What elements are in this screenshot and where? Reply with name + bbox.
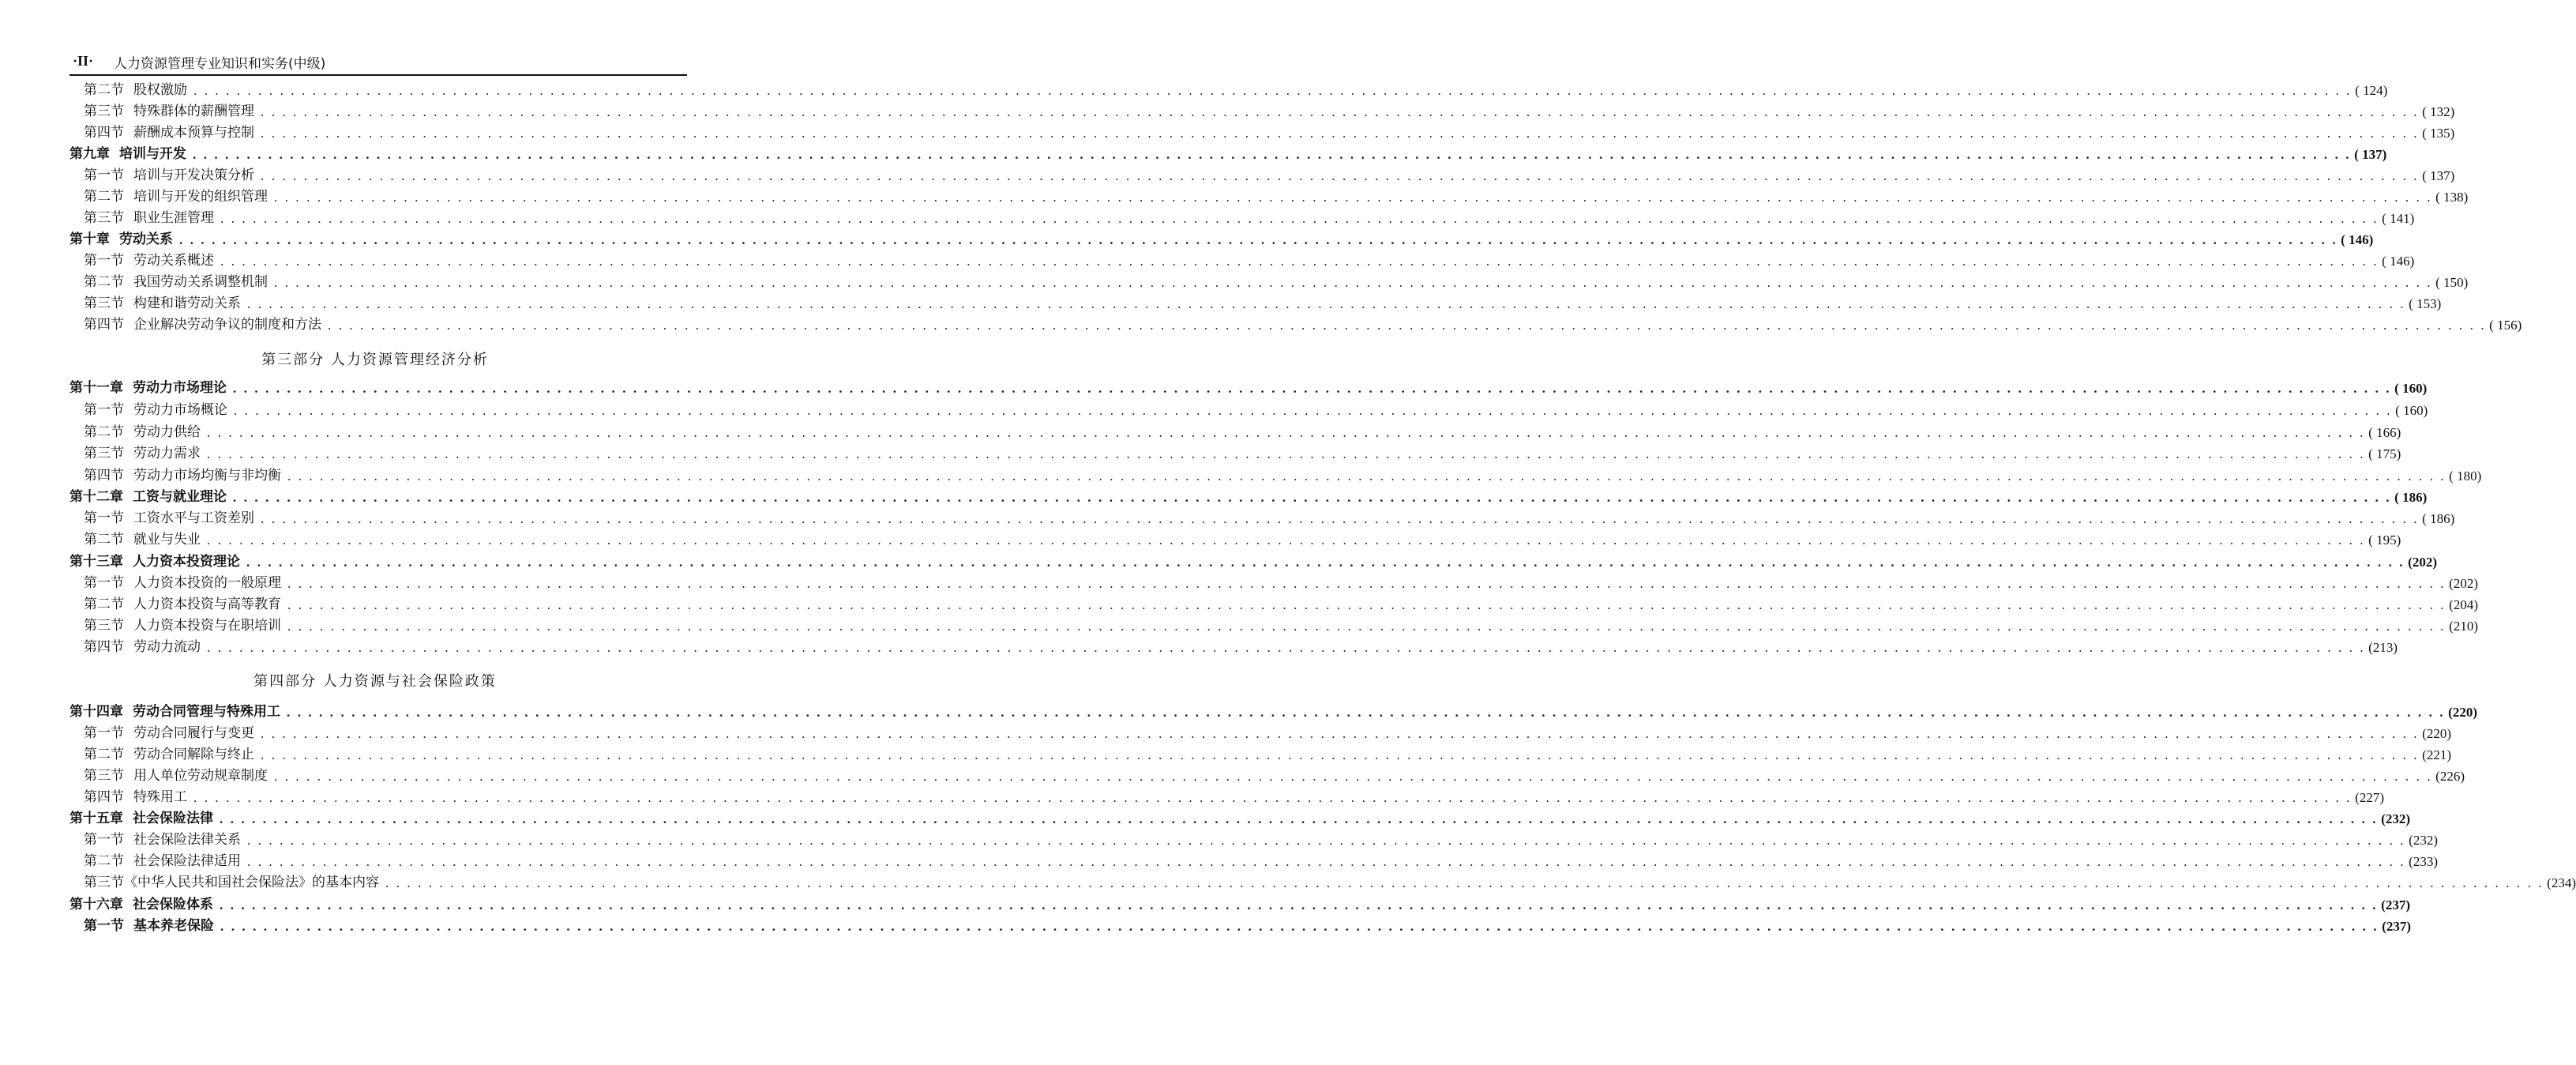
entry-title: 用人单位劳动规章制度 xyxy=(133,768,268,784)
entry-number: 第一节 xyxy=(84,253,124,269)
entry-number: 第四节 xyxy=(84,125,124,141)
toc-section-entry[interactable] xyxy=(69,594,2478,615)
toc-section-entry[interactable] xyxy=(69,122,2455,144)
entry-title: 基本养老保险 xyxy=(133,918,214,934)
entry-number: 第一节 xyxy=(84,167,124,183)
entry-label xyxy=(69,808,213,830)
entry-title: 特殊群体的薪酬管理 xyxy=(133,103,254,119)
entry-label xyxy=(69,551,240,573)
entry-number: 第十六章 xyxy=(69,897,123,913)
entry-label xyxy=(69,894,213,916)
entry-title: 劳动力市场均衡与非均衡 xyxy=(133,468,281,484)
entry-title: 人力资本投资的一般原理 xyxy=(133,575,281,591)
dot-leader: . . . . . . . . . . . . . . . . . . . . . . . . . . . . . . . . . . . . . . . . . . . . . . . . . . . . . . . . . . . . . . . . . . . . . . . . . . . . . . . . . . . . . . . . . . . . . . . . . . . . . . . . . . . . . . . . . . . . . . . . . . . . . . . . . . . . . . . . . . . . . . . . . . . . . . . . . . . . . . . . . . . . . . . . . . . . . . . . . . . . . . . . . . . . . . . . . . . . . . . . xyxy=(246,555,2405,570)
entry-label xyxy=(84,830,241,851)
dot-leader: . . . . . . . . . . . . . . . . . . . . . . . . . . . . . . . . . . . . . . . . . . . . . . . . . . . . . . . . . . . . . . . . . . . . . . . . . . . . . . . . . . . . . . . . . . . . . . . . . . . . . . . . . . . . . . . . . . . . . . . . . . . . . . . . . . . . . . . . . . . . . . . . . . . . . . . . . . . . . . . . . . . . . . . . . . . . . . . . . . . . . . . . . . . . . . . . . . . . . . . . xyxy=(287,469,2446,484)
entry-label xyxy=(84,529,201,551)
entry-label xyxy=(84,186,268,208)
toc-chapter-entry[interactable] xyxy=(69,487,2428,508)
entry-page-number: ( 146) xyxy=(2382,254,2415,269)
dot-leader: . . . . . . . . . . . . . . . . . . . . . . . . . . . . . . . . . . . . . . . . . . . . . . . . . . . . . . . . . . . . . . . . . . . . . . . . . . . . . . . . . . . . . . . . . . . . . . . . . . . . . . . . . . . . . . . . . . . . . . . . . . . . . . . . . . . . . . . . . . . . . . . . . . . . . . . . . . . . . . . . . . . . . . . . . . . . . . . . . . . . . . . . . . . . . . . . . . . . . . . . xyxy=(247,296,2406,311)
dot-leader: . . . . . . . . . . . . . . . . . . . . . . . . . . . . . . . . . . . . . . . . . . . . . . . . . . . . . . . . . . . . . . . . . . . . . . . . . . . . . . . . . . . . . . . . . . . . . . . . . . . . . . . . . . . . . . . . . . . . . . . . . . . . . . . . . . . . . . . . . . . . . . . . . . . . . . . . . . . . . . . . . . . . . . . . . . . . . . . . . . . . . . . . . . . . . . . . . . . . . . . . xyxy=(287,597,2446,612)
part-heading: 第四部分 人力资源与社会保险政策 xyxy=(253,673,497,690)
toc-section-entry[interactable] xyxy=(69,272,2469,293)
toc-chapter-entry[interactable] xyxy=(69,144,2387,165)
entry-number: 第二节 xyxy=(84,189,124,205)
toc-section-entry[interactable] xyxy=(69,573,2478,594)
entry-page-number: ( 146) xyxy=(2341,232,2374,247)
entry-label xyxy=(84,293,241,314)
dot-leader: . . . . . . . . . . . . . . . . . . . . . . . . . . . . . . . . . . . . . . . . . . . . . . . . . . . . . . . . . . . . . . . . . . . . . . . . . . . . . . . . . . . . . . . . . . . . . . . . . . . . . . . . . . . . . . . . . . . . . . . . . . . . . . . . . . . . . . . . . . . . . . . . . . . . . . . . . . . . . . . . . . . . . . . . . . . . . . . . . . . . . . . . . . . . . . . . . . . . . . . . xyxy=(234,403,2393,418)
entry-label xyxy=(84,272,268,293)
entry-label xyxy=(84,422,201,443)
entry-title: 劳动力流动 xyxy=(133,639,201,655)
dot-leader: . . . . . . . . . . . . . . . . . . . . . . . . . . . . . . . . . . . . . . . . . . . . . . . . . . . . . . . . . . . . . . . . . . . . . . . . . . . . . . . . . . . . . . . . . . . . . . . . . . . . . . . . . . . . . . . . . . . . . . . . . . . . . . . . . . . . . . . . . . . . . . . . . . . . . . . . . . . . . . . . . . . . . . . . . . . . . . . . . . . . . . . . . . . . . . . . . . . . . . . . xyxy=(233,381,2392,396)
entry-page-number: (232) xyxy=(2381,811,2410,826)
entry-label xyxy=(84,80,187,101)
entry-page-number: ( 175) xyxy=(2368,446,2401,461)
entry-number: 第三节 xyxy=(84,295,124,311)
toc-chapter-entry[interactable] xyxy=(69,702,2477,723)
entry-title: 劳动关系 xyxy=(119,231,173,247)
entry-page-number: ( 137) xyxy=(2354,147,2387,162)
entry-number: 第一节 xyxy=(84,832,124,848)
entry-label xyxy=(84,314,321,336)
toc-section-entry[interactable] xyxy=(69,851,2438,872)
dot-leader: . . . . . . . . . . . . . . . . . . . . . . . . . . . . . . . . . . . . . . . . . . . . . . . . . . . . . . . . . . . . . . . . . . . . . . . . . . . . . . . . . . . . . . . . . . . . . . . . . . . . . . . . . . . . . . . . . . . . . . . . . . . . . . . . . . . . . . . . . . . . . . . . . . . . . . . . . . . . . . . . . . . . . . . . . . . . . . . . . . . . . . . . . . . . . . . . . . . . . . . . xyxy=(261,126,2420,141)
dot-leader: . . . . . . . . . . . . . . . . . . . . . . . . . . . . . . . . . . . . . . . . . . . . . . . . . . . . . . . . . . . . . . . . . . . . . . . . . . . . . . . . . . . . . . . . . . . . . . . . . . . . . . . . . . . . . . . . . . . . . . . . . . . . . . . . . . . . . . . . . . . . . . . . . . . . . . . . . . . . . . . . . . . . . . . . . . . . . . . . . . . . . . . . . . . . . . . . . . . . . . . . xyxy=(247,833,2406,848)
toc-section-entry[interactable] xyxy=(69,250,2415,272)
entry-number: 第一节 xyxy=(84,510,124,526)
entry-page-number: (202) xyxy=(2408,555,2437,570)
toc-section-entry[interactable] xyxy=(69,80,2388,101)
entry-title: 《中华人民共和国社会保险法》的基本内容 xyxy=(124,875,379,890)
entry-number: 第十三章 xyxy=(69,554,123,570)
dot-leader: . . . . . . . . . . . . . . . . . . . . . . . . . . . . . . . . . . . . . . . . . . . . . . . . . . . . . . . . . . . . . . . . . . . . . . . . . . . . . . . . . . . . . . . . . . . . . . . . . . . . . . . . . . . . . . . . . . . . . . . . . . . . . . . . . . . . . . . . . . . . . . . . . . . . . . . . . . . . . . . . . . . . . . . . . . . . . . . . . . . . . . . . . . . . . . . . . . . . . . . . xyxy=(274,275,2433,290)
entry-page-number: ( 137) xyxy=(2422,168,2455,183)
toc-section-entry[interactable] xyxy=(69,443,2401,465)
dot-leader: . . . . . . . . . . . . . . . . . . . . . . . . . . . . . . . . . . . . . . . . . . . . . . . . . . . . . . . . . . . . . . . . . . . . . . . . . . . . . . . . . . . . . . . . . . . . . . . . . . . . . . . . . . . . . . . . . . . . . . . . . . . . . . . . . . . . . . . . . . . . . . . . . . . . . . . . . . . . . . . . . . . . . . . . . . . . . . . . . . . . . . . . . . . . . . . . . . . . . . . . xyxy=(233,490,2392,505)
entry-number: 第三节 xyxy=(84,618,124,634)
entry-label xyxy=(69,487,227,508)
entry-title: 劳动力供给 xyxy=(133,424,201,440)
entry-page-number: ( 153) xyxy=(2409,296,2442,311)
entry-title: 社会保险法律关系 xyxy=(133,832,241,848)
entry-page-number: ( 186) xyxy=(2422,511,2455,526)
entry-page-number: (220) xyxy=(2422,726,2451,741)
entry-title: 社会保险体系 xyxy=(133,897,213,913)
entry-number: 第二节 xyxy=(84,853,124,869)
entry-number: 第二节 xyxy=(84,274,124,290)
entry-title: 股权激励 xyxy=(133,82,187,98)
entry-label xyxy=(84,443,201,465)
entry-label xyxy=(84,916,214,937)
dot-leader: . . . . . . . . . . . . . . . . . . . . . . . . . . . . . . . . . . . . . . . . . . . . . . . . . . . . . . . . . . . . . . . . . . . . . . . . . . . . . . . . . . . . . . . . . . . . . . . . . . . . . . . . . . . . . . . . . . . . . . . . . . . . . . . . . . . . . . . . . . . . . . . . . . . . . . . . . . . . . . . . . . . . . . . . . . . . . . . . . . . . . . . . . . . . . . . . . . . . . . . . xyxy=(261,747,2420,762)
toc-section-entry[interactable] xyxy=(69,916,2411,937)
entry-title: 特殊用工 xyxy=(133,789,187,805)
dot-leader: . . . . . . . . . . . . . . . . . . . . . . . . . . . . . . . . . . . . . . . . . . . . . . . . . . . . . . . . . . . . . . . . . . . . . . . . . . . . . . . . . . . . . . . . . . . . . . . . . . . . . . . . . . . . . . . . . . . . . . . . . . . . . . . . . . . . . . . . . . . . . . . . . . . . . . . . . . . . . . . . . . . . . . . . . . . . . . . . . . . . . . . . . . . . . . . . . . . . . . . . xyxy=(207,425,2366,440)
entry-title: 人力资本投资与在职培训 xyxy=(133,618,281,634)
dot-leader: . . . . . . . . . . . . . . . . . . . . . . . . . . . . . . . . . . . . . . . . . . . . . . . . . . . . . . . . . . . . . . . . . . . . . . . . . . . . . . . . . . . . . . . . . . . . . . . . . . . . . . . . . . . . . . . . . . . . . . . . . . . . . . . . . . . . . . . . . . . . . . . . . . . . . . . . . . . . . . . . . . . . . . . . . . . . . . . . . . . . . . . . . . . . . . . . . . . . . . . . xyxy=(261,511,2420,526)
entry-page-number: ( 132) xyxy=(2422,104,2455,119)
dot-leader: . . . . . . . . . . . . . . . . . . . . . . . . . . . . . . . . . . . . . . . . . . . . . . . . . . . . . . . . . . . . . . . . . . . . . . . . . . . . . . . . . . . . . . . . . . . . . . . . . . . . . . . . . . . . . . . . . . . . . . . . . . . . . . . . . . . . . . . . . . . . . . . . . . . . . . . . . . . . . . . . . . . . . . . . . . . . . . . . . . . . . . . . . . . . . . . . . . . . . . . . xyxy=(220,898,2379,913)
entry-label xyxy=(69,702,280,723)
toc-section-entry[interactable] xyxy=(69,766,2465,787)
toc-chapter-entry[interactable] xyxy=(69,378,2428,399)
entry-title: 企业解决劳动争议的制度和方法 xyxy=(133,317,321,333)
entry-title: 劳动力市场概论 xyxy=(133,402,227,418)
entry-page-number: ( 141) xyxy=(2382,211,2415,226)
entry-page-number: ( 160) xyxy=(2394,381,2428,396)
toc-section-entry[interactable] xyxy=(69,508,2455,529)
toc-section-entry[interactable] xyxy=(69,465,2482,487)
toc-section-entry[interactable] xyxy=(69,400,2428,421)
toc-section-entry[interactable] xyxy=(69,422,2401,443)
entry-title: 培训与开发的组织管理 xyxy=(133,189,268,205)
dot-leader: . . . . . . . . . . . . . . . . . . . . . . . . . . . . . . . . . . . . . . . . . . . . . . . . . . . . . . . . . . . . . . . . . . . . . . . . . . . . . . . . . . . . . . . . . . . . . . . . . . . . . . . . . . . . . . . . . . . . . . . . . . . . . . . . . . . . . . . . . . . . . . . . . . . . . . . . . . . . . . . . . . . . . . . . . . . . . . . . . . . . . . . . . . . . . . . . . . . . . . . . xyxy=(220,919,2379,934)
part-heading: 第三部分 人力资源管理经济分析 xyxy=(261,352,489,368)
dot-leader: . . . . . . . . . . . . . . . . . . . . . . . . . . . . . . . . . . . . . . . . . . . . . . . . . . . . . . . . . . . . . . . . . . . . . . . . . . . . . . . . . . . . . . . . . . . . . . . . . . . . . . . . . . . . . . . . . . . . . . . . . . . . . . . . . . . . . . . . . . . . . . . . . . . . . . . . . . . . . . . . . . . . . . . . . . . . . . . . . . . . . . . . . . . . . . . . . . . . . . . . xyxy=(287,576,2446,591)
entry-label xyxy=(69,378,227,399)
entry-title: 培训与开发 xyxy=(119,146,186,162)
entry-title: 培训与开发决策分析 xyxy=(133,167,254,183)
toc-section-entry[interactable] xyxy=(69,830,2438,851)
entry-page-number: (204) xyxy=(2449,597,2478,612)
page-number-roman: ·II· xyxy=(73,53,94,69)
entry-number: 第三节 xyxy=(84,875,124,890)
entry-title: 劳动合同履行与变更 xyxy=(133,725,254,741)
entry-title: 构建和谐劳动关系 xyxy=(133,295,241,311)
entry-label xyxy=(84,101,254,122)
entry-title: 劳动合同解除与终止 xyxy=(133,747,254,762)
entry-title: 就业与失业 xyxy=(133,532,201,548)
dot-leader: . . . . . . . . . . . . . . . . . . . . . . . . . . . . . . . . . . . . . . . . . . . . . . . . . . . . . . . . . . . . . . . . . . . . . . . . . . . . . . . . . . . . . . . . . . . . . . . . . . . . . . . . . . . . . . . . . . . . . . . . . . . . . . . . . . . . . . . . . . . . . . . . . . . . . . . . . . . . . . . . . . . . . . . . . . . . . . . . . . . . . . . . . . . . . . . . . . . . . . . . xyxy=(207,532,2366,548)
entry-page-number: (220) xyxy=(2448,705,2477,720)
entry-page-number: ( 186) xyxy=(2394,490,2428,505)
entry-number: 第二节 xyxy=(84,596,124,612)
entry-number: 第二节 xyxy=(84,532,124,548)
entry-label xyxy=(84,465,281,487)
entry-page-number: ( 195) xyxy=(2368,532,2401,548)
entry-page-number: ( 156) xyxy=(2489,318,2522,333)
entry-title: 职业生涯管理 xyxy=(133,210,214,226)
entry-page-number: ( 138) xyxy=(2435,190,2469,205)
dot-leader: . . . . . . . . . . . . . . . . . . . . . . . . . . . . . . . . . . . . . . . . . . . . . . . . . . . . . . . . . . . . . . . . . . . . . . . . . . . . . . . . . . . . . . . . . . . . . . . . . . . . . . . . . . . . . . . . . . . . . . . . . . . . . . . . . . . . . . . . . . . . . . . . . . . . . . . . . . . . . . . . . . . . . . . . . . . . . . . . . . . . . . . . . . . . . . . . . . . . . . . . xyxy=(274,190,2433,205)
entry-number: 第四节 xyxy=(84,639,124,655)
toc-section-entry[interactable] xyxy=(69,637,2398,658)
dot-leader: . . . . . . . . . . . . . . . . . . . . . . . . . . . . . . . . . . . . . . . . . . . . . . . . . . . . . . . . . . . . . . . . . . . . . . . . . . . . . . . . . . . . . . . . . . . . . . . . . . . . . . . . . . . . . . . . . . . . . . . . . . . . . . . . . . . . . . . . . . . . . . . . . . . . . . . . . . . . . . . . . . . . . . . . . . . . . . . . . . . . . . . . . . . . . . . . . . . . . . . . xyxy=(193,83,2353,98)
entry-page-number: (237) xyxy=(2382,919,2411,934)
entry-number: 第四节 xyxy=(84,468,124,484)
entry-label xyxy=(84,508,254,529)
entry-number: 第三节 xyxy=(84,446,124,461)
dot-leader: . . . . . . . . . . . . . . . . . . . . . . . . . . . . . . . . . . . . . . . . . . . . . . . . . . . . . . . . . . . . . . . . . . . . . . . . . . . . . . . . . . . . . . . . . . . . . . . . . . . . . . . . . . . . . . . . . . . . . . . . . . . . . . . . . . . . . . . . . . . . . . . . . . . . . . . . . . . . . . . . . . . . . . . . . . . . . . . . . . . . . . . . . . . . . . . . . . . . . . . . xyxy=(287,705,2446,720)
entry-label xyxy=(84,165,254,186)
dot-leader: . . . . . . . . . . . . . . . . . . . . . . . . . . . . . . . . . . . . . . . . . . . . . . . . . . . . . . . . . . . . . . . . . . . . . . . . . . . . . . . . . . . . . . . . . . . . . . . . . . . . . . . . . . . . . . . . . . . . . . . . . . . . . . . . . . . . . . . . . . . . . . . . . . . . . . . . . . . . . . . . . . . . . . . . . . . . . . . . . . . . . . . . . . . . . . . . . . . . . . . . xyxy=(385,875,2544,890)
dot-leader: . . . . . . . . . . . . . . . . . . . . . . . . . . . . . . . . . . . . . . . . . . . . . . . . . . . . . . . . . . . . . . . . . . . . . . . . . . . . . . . . . . . . . . . . . . . . . . . . . . . . . . . . . . . . . . . . . . . . . . . . . . . . . . . . . . . . . . . . . . . . . . . . . . . . . . . . . . . . . . . . . . . . . . . . . . . . . . . . . . . . . . . . . . . . . . . . . . . . . . . . xyxy=(193,790,2353,805)
entry-number: 第一节 xyxy=(84,725,124,741)
entry-page-number: ( 124) xyxy=(2355,83,2388,98)
toc-chapter-entry[interactable] xyxy=(69,894,2410,916)
dot-leader: . . . . . . . . . . . . . . . . . . . . . . . . . . . . . . . . . . . . . . . . . . . . . . . . . . . . . . . . . . . . . . . . . . . . . . . . . . . . . . . . . . . . . . . . . . . . . . . . . . . . . . . . . . . . . . . . . . . . . . . . . . . . . . . . . . . . . . . . . . . . . . . . . . . . . . . . . . . . . . . . . . . . . . . . . . . . . . . . . . . . . . . . . . . . . . . . . . . . . . . . xyxy=(179,232,2338,247)
entry-number: 第一节 xyxy=(84,918,124,934)
entry-page-number: (227) xyxy=(2355,790,2384,805)
toc-section-entry[interactable] xyxy=(69,529,2401,551)
entry-number: 第三节 xyxy=(84,103,124,119)
entry-label xyxy=(84,250,214,272)
entry-label xyxy=(84,637,201,658)
entry-title: 薪酬成本预算与控制 xyxy=(133,125,254,141)
entry-page-number: (226) xyxy=(2435,769,2465,784)
entry-title: 工资水平与工资差别 xyxy=(133,510,254,526)
entry-page-number: (233) xyxy=(2409,854,2438,869)
page-header xyxy=(69,49,687,76)
entry-page-number: ( 160) xyxy=(2395,403,2428,418)
entry-page-number: (210) xyxy=(2449,619,2478,634)
entry-label xyxy=(69,229,173,250)
entry-label xyxy=(84,594,281,615)
dot-leader: . . . . . . . . . . . . . . . . . . . . . . . . . . . . . . . . . . . . . . . . . . . . . . . . . . . . . . . . . . . . . . . . . . . . . . . . . . . . . . . . . . . . . . . . . . . . . . . . . . . . . . . . . . . . . . . . . . . . . . . . . . . . . . . . . . . . . . . . . . . . . . . . . . . . . . . . . . . . . . . . . . . . . . . . . . . . . . . . . . . . . . . . . . . . . . . . . . . . . . . . xyxy=(207,640,2366,655)
entry-label xyxy=(84,615,281,637)
dot-leader: . . . . . . . . . . . . . . . . . . . . . . . . . . . . . . . . . . . . . . . . . . . . . . . . . . . . . . . . . . . . . . . . . . . . . . . . . . . . . . . . . . . . . . . . . . . . . . . . . . . . . . . . . . . . . . . . . . . . . . . . . . . . . . . . . . . . . . . . . . . . . . . . . . . . . . . . . . . . . . . . . . . . . . . . . . . . . . . . . . . . . . . . . . . . . . . . . . . . . . . . xyxy=(220,811,2379,826)
book-title: 人力资源管理专业知识和实务(中级) xyxy=(114,56,326,72)
entry-title: 劳动关系概述 xyxy=(133,253,214,269)
entry-number: 第二节 xyxy=(84,424,124,440)
dot-leader: . . . . . . . . . . . . . . . . . . . . . . . . . . . . . . . . . . . . . . . . . . . . . . . . . . . . . . . . . . . . . . . . . . . . . . . . . . . . . . . . . . . . . . . . . . . . . . . . . . . . . . . . . . . . . . . . . . . . . . . . . . . . . . . . . . . . . . . . . . . . . . . . . . . . . . . . . . . . . . . . . . . . . . . . . . . . . . . . . . . . . . . . . . . . . . . . . . . . . . . . xyxy=(220,211,2379,226)
dot-leader: . . . . . . . . . . . . . . . . . . . . . . . . . . . . . . . . . . . . . . . . . . . . . . . . . . . . . . . . . . . . . . . . . . . . . . . . . . . . . . . . . . . . . . . . . . . . . . . . . . . . . . . . . . . . . . . . . . . . . . . . . . . . . . . . . . . . . . . . . . . . . . . . . . . . . . . . . . . . . . . . . . . . . . . . . . . . . . . . . . . . . . . . . . . . . . . . . . . . . . . . xyxy=(261,726,2420,741)
toc-chapter-entry[interactable] xyxy=(69,551,2437,573)
toc-section-entry[interactable] xyxy=(69,101,2455,122)
entry-number: 第一节 xyxy=(84,575,124,591)
dot-leader: . . . . . . . . . . . . . . . . . . . . . . . . . . . . . . . . . . . . . . . . . . . . . . . . . . . . . . . . . . . . . . . . . . . . . . . . . . . . . . . . . . . . . . . . . . . . . . . . . . . . . . . . . . . . . . . . . . . . . . . . . . . . . . . . . . . . . . . . . . . . . . . . . . . . . . . . . . . . . . . . . . . . . . . . . . . . . . . . . . . . . . . . . . . . . . . . . . . . . . . . xyxy=(287,619,2446,634)
entry-title: 工资与就业理论 xyxy=(133,489,227,505)
entry-label xyxy=(84,766,268,787)
toc-section-entry[interactable] xyxy=(69,872,2576,894)
dot-leader: . . . . . . . . . . . . . . . . . . . . . . . . . . . . . . . . . . . . . . . . . . . . . . . . . . . . . . . . . . . . . . . . . . . . . . . . . . . . . . . . . . . . . . . . . . . . . . . . . . . . . . . . . . . . . . . . . . . . . . . . . . . . . . . . . . . . . . . . . . . . . . . . . . . . . . . . . . . . . . . . . . . . . . . . . . . . . . . . . . . . . . . . . . . . . . . . . . . . . . . . xyxy=(247,854,2406,869)
entry-number: 第十一章 xyxy=(69,380,123,396)
toc-section-entry[interactable] xyxy=(69,723,2451,744)
entry-number: 第三节 xyxy=(84,768,124,784)
entry-title: 劳动合同管理与特殊用工 xyxy=(133,704,280,720)
dot-leader: . . . . . . . . . . . . . . . . . . . . . . . . . . . . . . . . . . . . . . . . . . . . . . . . . . . . . . . . . . . . . . . . . . . . . . . . . . . . . . . . . . . . . . . . . . . . . . . . . . . . . . . . . . . . . . . . . . . . . . . . . . . . . . . . . . . . . . . . . . . . . . . . . . . . . . . . . . . . . . . . . . . . . . . . . . . . . . . . . . . . . . . . . . . . . . . . . . . . . . . . xyxy=(261,104,2420,119)
entry-number: 第二节 xyxy=(84,82,124,98)
entry-page-number: (202) xyxy=(2449,576,2478,591)
entry-label xyxy=(84,787,187,808)
entry-title: 人力资本投资与高等教育 xyxy=(133,596,281,612)
entry-label xyxy=(84,744,254,766)
entry-label xyxy=(84,208,214,229)
entry-title: 我国劳动关系调整机制 xyxy=(133,274,268,290)
entry-number: 第十四章 xyxy=(69,704,123,720)
entry-page-number: (232) xyxy=(2409,833,2438,848)
entry-number: 第十二章 xyxy=(69,489,123,505)
entry-page-number: (221) xyxy=(2422,747,2451,762)
entry-page-number: ( 150) xyxy=(2435,275,2469,290)
entry-label xyxy=(69,144,186,165)
dot-leader: . . . . . . . . . . . . . . . . . . . . . . . . . . . . . . . . . . . . . . . . . . . . . . . . . . . . . . . . . . . . . . . . . . . . . . . . . . . . . . . . . . . . . . . . . . . . . . . . . . . . . . . . . . . . . . . . . . . . . . . . . . . . . . . . . . . . . . . . . . . . . . . . . . . . . . . . . . . . . . . . . . . . . . . . . . . . . . . . . . . . . . . . . . . . . . . . . . . . . . . . xyxy=(274,769,2433,784)
toc-section-entry[interactable] xyxy=(69,744,2451,766)
dot-leader: . . . . . . . . . . . . . . . . . . . . . . . . . . . . . . . . . . . . . . . . . . . . . . . . . . . . . . . . . . . . . . . . . . . . . . . . . . . . . . . . . . . . . . . . . . . . . . . . . . . . . . . . . . . . . . . . . . . . . . . . . . . . . . . . . . . . . . . . . . . . . . . . . . . . . . . . . . . . . . . . . . . . . . . . . . . . . . . . . . . . . . . . . . . . . . . . . . . . . . . . xyxy=(261,168,2420,183)
entry-label xyxy=(84,122,254,144)
entry-number: 第一节 xyxy=(84,402,124,418)
toc-section-entry[interactable] xyxy=(69,165,2455,186)
entry-label xyxy=(84,400,227,421)
entry-page-number: ( 180) xyxy=(2449,469,2482,484)
entry-number: 第十章 xyxy=(69,231,110,247)
entry-title: 劳动力市场理论 xyxy=(133,380,227,396)
entry-label xyxy=(84,851,241,872)
entry-label xyxy=(84,872,379,894)
entry-number: 第三节 xyxy=(84,210,124,226)
entry-title: 人力资本投资理论 xyxy=(133,554,240,570)
toc-section-entry[interactable] xyxy=(69,615,2478,637)
entry-label xyxy=(84,723,254,744)
dot-leader: . . . . . . . . . . . . . . . . . . . . . . . . . . . . . . . . . . . . . . . . . . . . . . . . . . . . . . . . . . . . . . . . . . . . . . . . . . . . . . . . . . . . . . . . . . . . . . . . . . . . . . . . . . . . . . . . . . . . . . . . . . . . . . . . . . . . . . . . . . . . . . . . . . . . . . . . . . . . . . . . . . . . . . . . . . . . . . . . . . . . . . . . . . . . . . . . . . . . . . . . xyxy=(220,254,2379,269)
entry-number: 第四节 xyxy=(84,789,124,805)
toc-section-entry[interactable] xyxy=(69,314,2522,336)
toc-chapter-entry[interactable] xyxy=(69,808,2410,830)
dot-leader: . . . . . . . . . . . . . . . . . . . . . . . . . . . . . . . . . . . . . . . . . . . . . . . . . . . . . . . . . . . . . . . . . . . . . . . . . . . . . . . . . . . . . . . . . . . . . . . . . . . . . . . . . . . . . . . . . . . . . . . . . . . . . . . . . . . . . . . . . . . . . . . . . . . . . . . . . . . . . . . . . . . . . . . . . . . . . . . . . . . . . . . . . . . . . . . . . . . . . . . . xyxy=(328,318,2487,333)
entry-page-number: (237) xyxy=(2381,898,2410,913)
entry-page-number: ( 166) xyxy=(2368,425,2401,440)
entry-page-number: (234) xyxy=(2547,875,2576,890)
toc-section-entry[interactable] xyxy=(69,787,2384,808)
entry-title: 社会保险法律适用 xyxy=(133,853,241,869)
entry-number: 第九章 xyxy=(69,146,110,162)
toc-section-entry[interactable] xyxy=(69,293,2442,314)
dot-leader: . . . . . . . . . . . . . . . . . . . . . . . . . . . . . . . . . . . . . . . . . . . . . . . . . . . . . . . . . . . . . . . . . . . . . . . . . . . . . . . . . . . . . . . . . . . . . . . . . . . . . . . . . . . . . . . . . . . . . . . . . . . . . . . . . . . . . . . . . . . . . . . . . . . . . . . . . . . . . . . . . . . . . . . . . . . . . . . . . . . . . . . . . . . . . . . . . . . . . . . . xyxy=(207,446,2366,461)
entry-label xyxy=(84,573,281,594)
entry-page-number: ( 135) xyxy=(2422,126,2455,141)
entry-title: 社会保险法律 xyxy=(133,811,213,826)
entry-title: 劳动力需求 xyxy=(133,446,201,461)
dot-leader: . . . . . . . . . . . . . . . . . . . . . . . . . . . . . . . . . . . . . . . . . . . . . . . . . . . . . . . . . . . . . . . . . . . . . . . . . . . . . . . . . . . . . . . . . . . . . . . . . . . . . . . . . . . . . . . . . . . . . . . . . . . . . . . . . . . . . . . . . . . . . . . . . . . . . . . . . . . . . . . . . . . . . . . . . . . . . . . . . . . . . . . . . . . . . . . . . . . . . . . . xyxy=(193,147,2352,162)
entry-number: 第四节 xyxy=(84,317,124,333)
entry-number: 第二节 xyxy=(84,747,124,762)
toc-section-entry[interactable] xyxy=(69,186,2469,208)
entry-number: 第十五章 xyxy=(69,811,123,826)
toc-section-entry[interactable] xyxy=(69,208,2415,229)
entry-page-number: (213) xyxy=(2368,640,2398,655)
toc-chapter-entry[interactable] xyxy=(69,229,2374,250)
